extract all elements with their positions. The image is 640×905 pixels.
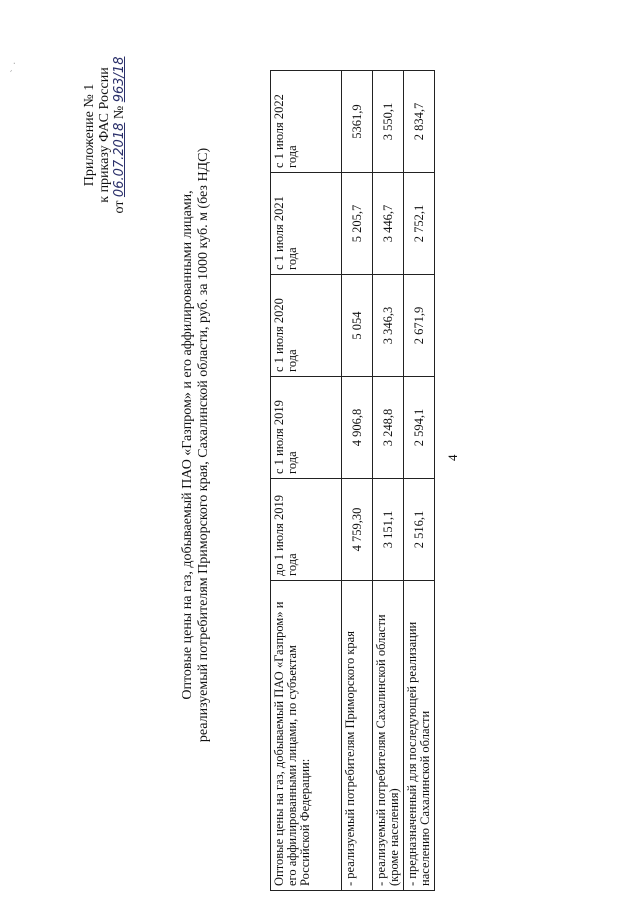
appendix-block (82, 25, 127, 245)
title-line-1: Оптовые цены на газ, добываемый ПАО «Газпром» и его аффилированными лицами, (180, 190, 195, 700)
appendix-title: Приложение № 1 (82, 83, 97, 187)
price-cell: 3 151,1 (373, 479, 404, 581)
price-cell: 3 550,1 (373, 71, 404, 173)
price-cell: 5 205,7 (342, 173, 373, 275)
header-cell: Оптовые цены на газ, добываемый ПАО «Газпром» и его аффилированными лицами, по субъектам Российской Федерации: (271, 581, 342, 891)
price-table (270, 70, 435, 891)
price-cell: 2 594,1 (404, 377, 435, 479)
appendix-prefix: от (112, 200, 127, 214)
table-row (404, 71, 435, 891)
price-cell: 5 054 (342, 275, 373, 377)
appendix-order-ref: к приказу ФАС России (97, 67, 112, 203)
price-cell: 3 346,3 (373, 275, 404, 377)
row-label: - предназначенный для последующей реализации населению Сахалинской области (404, 581, 435, 891)
row-label: - реализуемый потребителям Приморского края (342, 581, 373, 891)
title-line-2: реализуемый потребителям Приморского края, Сахалинской области, руб. за 1000 куб. м (без НДС) (196, 147, 211, 743)
appendix-date-line (112, 25, 127, 245)
row-label: - реализуемый потребителям Сахалинской области (кроме населения) (373, 581, 404, 891)
page-number: 4 (445, 454, 460, 461)
header-cell: с 1 июля 2020 года (271, 275, 342, 377)
price-cell: 2 752,1 (404, 173, 435, 275)
price-cell: 4 759,30 (342, 479, 373, 581)
price-cell: 2 671,9 (404, 275, 435, 377)
document-title (180, 85, 212, 805)
header-cell: с 1 июля 2021 года (271, 173, 342, 275)
scan-marks: ` · (10, 61, 21, 73)
price-cell: 5361,9 (342, 71, 373, 173)
price-cell: 4 906,8 (342, 377, 373, 479)
appendix-number: 963/18 (112, 56, 127, 103)
price-cell: 3 446,7 (373, 173, 404, 275)
price-cell: 2 834,7 (404, 71, 435, 173)
appendix-date: 06.07.2018 (112, 122, 127, 198)
price-cell: 3 248,8 (373, 377, 404, 479)
header-cell: с 1 июля 2019 года (271, 377, 342, 479)
table-row (342, 71, 373, 891)
appendix-number-sign: № (112, 105, 127, 120)
price-cell: 2 516,1 (404, 479, 435, 581)
table-row (373, 71, 404, 891)
header-cell: с 1 июля 2022 года (271, 71, 342, 173)
table-header-row (271, 71, 342, 891)
header-cell: до 1 июля 2019 года (271, 479, 342, 581)
